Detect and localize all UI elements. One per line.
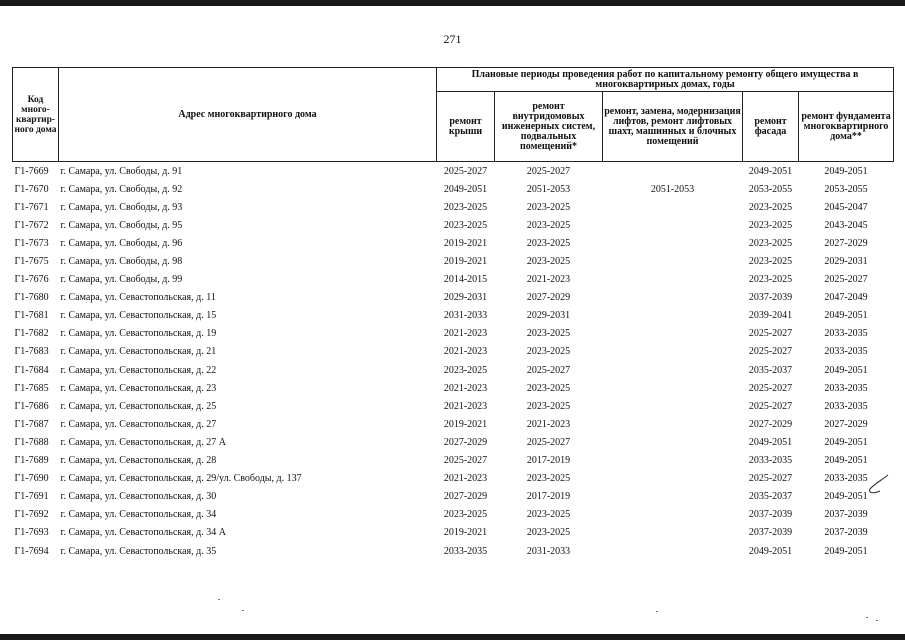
row-foundation: 2047-2049 <box>824 292 868 304</box>
table-row <box>13 325 894 343</box>
table-row <box>13 379 894 397</box>
row-address: г. Самара, ул. Свободы, д. 95 <box>60 219 183 231</box>
row-address: г. Самара, ул. Севастопольская, д. 35 <box>60 545 217 557</box>
row-roof: 2021-2023 <box>443 346 488 358</box>
table-row <box>13 397 894 415</box>
row-code: Г1-7686 <box>14 400 49 412</box>
row-foundation: 2033-2035 <box>824 473 868 485</box>
row-internal-systems: 2023-2025 <box>526 237 571 249</box>
row-roof: 2023-2025 <box>443 201 488 213</box>
row-facade: 2023-2025 <box>748 256 793 268</box>
row-roof: 2023-2025 <box>443 219 488 231</box>
header-elevators: ремонт, замена, модернизация лифтов, ремонт лифтовых шахт, машинных и блочных помещений <box>603 92 743 162</box>
row-roof: 2049-2051 <box>443 183 488 195</box>
row-internal-systems: 2017-2019 <box>526 491 571 503</box>
row-foundation: 2049-2051 <box>824 165 868 177</box>
row-elevators <box>603 506 743 524</box>
row-internal-systems: 2023-2025 <box>526 219 571 231</box>
row-roof: 2019-2021 <box>443 527 488 539</box>
row-foundation: 2027-2029 <box>824 237 868 249</box>
row-roof: 2025-2027 <box>443 455 488 467</box>
row-elevators <box>603 488 743 506</box>
page-number: 271 <box>443 32 462 46</box>
capital-repair-table <box>12 67 894 560</box>
row-address: г. Самара, ул. Севастопольская, д. 34 А <box>60 527 226 539</box>
row-facade: 2035-2037 <box>748 364 793 376</box>
row-elevators <box>603 252 743 270</box>
scan-top-edge <box>0 0 905 6</box>
row-code: Г1-7690 <box>14 473 49 485</box>
row-internal-systems: 2023-2025 <box>526 256 571 268</box>
header-foundation: ремонт фундамента многоквартирного дома** <box>799 92 894 162</box>
row-address: г. Самара, ул. Свободы, д. 93 <box>60 201 183 213</box>
row-elevators <box>603 452 743 470</box>
row-address: г. Самара, ул. Свободы, д. 98 <box>60 256 183 268</box>
row-internal-systems: 2051-2053 <box>526 183 571 195</box>
row-elevators <box>603 343 743 361</box>
row-elevators <box>603 198 743 216</box>
row-foundation: 2037-2039 <box>824 527 868 539</box>
row-internal-systems: 2017-2019 <box>526 455 571 467</box>
row-facade: 2049-2051 <box>748 436 793 448</box>
row-roof: 2014-2015 <box>443 274 488 286</box>
table-row <box>13 307 894 325</box>
row-internal-systems: 2025-2027 <box>526 436 571 448</box>
row-roof: 2021-2023 <box>443 473 488 485</box>
row-code: Г1-7689 <box>14 455 49 467</box>
row-code: Г1-7670 <box>14 183 49 195</box>
row-roof: 2031-2033 <box>443 310 488 322</box>
scan-speck <box>656 611 658 612</box>
table-row <box>13 252 894 270</box>
table-row <box>13 216 894 234</box>
row-roof: 2027-2029 <box>443 436 488 448</box>
row-roof: 2023-2025 <box>443 509 488 521</box>
row-code: Г1-7688 <box>14 436 49 448</box>
row-roof: 2021-2023 <box>443 400 488 412</box>
row-foundation: 2033-2035 <box>824 346 868 358</box>
row-facade: 2049-2051 <box>748 545 793 557</box>
row-code: Г1-7680 <box>14 292 49 304</box>
row-facade: 2035-2037 <box>748 491 793 503</box>
row-facade: 2025-2027 <box>748 382 793 394</box>
row-facade: 2053-2055 <box>748 183 793 195</box>
row-code: Г1-7682 <box>14 328 49 340</box>
scan-speck <box>866 617 868 618</box>
row-code: Г1-7685 <box>14 382 49 394</box>
row-facade: 2037-2039 <box>748 509 793 521</box>
header-internal-systems: ремонт внутридомовых инженерных систем, подвальных помещений* <box>495 92 603 162</box>
row-facade: 2039-2041 <box>748 310 793 322</box>
row-code: Г1-7672 <box>14 219 49 231</box>
row-address: г. Самара, ул. Свободы, д. 99 <box>60 274 183 286</box>
row-code: Г1-7673 <box>14 237 49 249</box>
row-facade: 2049-2051 <box>748 165 793 177</box>
table-row <box>13 433 894 451</box>
row-address: г. Самара, ул. Севастопольская, д. 30 <box>60 491 217 503</box>
row-facade: 2023-2025 <box>748 201 793 213</box>
row-facade: 2025-2027 <box>748 346 793 358</box>
row-foundation: 2025-2027 <box>824 274 868 286</box>
row-address: г. Самара, ул. Севастопольская, д. 28 <box>60 455 217 467</box>
row-elevators <box>603 524 743 542</box>
row-internal-systems: 2027-2029 <box>526 292 571 304</box>
row-elevators <box>603 379 743 397</box>
row-foundation: 2037-2039 <box>824 509 868 521</box>
row-address: г. Самара, ул. Севастопольская, д. 19 <box>60 328 217 340</box>
row-foundation: 2045-2047 <box>824 201 868 213</box>
row-elevators <box>603 433 743 451</box>
row-elevators <box>603 162 743 181</box>
row-code: Г1-7694 <box>14 545 49 557</box>
header-address: Адрес многоквартирного дома <box>59 68 437 162</box>
row-elevators <box>603 234 743 252</box>
row-code: Г1-7683 <box>14 346 49 358</box>
row-facade: 2033-2035 <box>748 455 793 467</box>
row-address: г. Самара, ул. Севастопольская, д. 27 <box>60 418 217 430</box>
row-roof: 2027-2029 <box>443 491 488 503</box>
row-address: г. Самара, ул. Севастопольская, д. 21 <box>60 346 217 358</box>
table-row <box>13 361 894 379</box>
row-facade: 2025-2027 <box>748 400 793 412</box>
table-row <box>13 289 894 307</box>
table-row <box>13 452 894 470</box>
row-internal-systems: 2029-2031 <box>526 310 571 322</box>
row-foundation: 2043-2045 <box>824 219 868 231</box>
table-row <box>13 162 894 181</box>
row-facade: 2023-2025 <box>748 274 793 286</box>
table-row <box>13 470 894 488</box>
row-foundation: 2049-2051 <box>824 455 868 467</box>
row-foundation: 2033-2035 <box>824 328 868 340</box>
row-address: г. Самара, ул. Севастопольская, д. 23 <box>60 382 217 394</box>
row-foundation: 2049-2051 <box>824 364 868 376</box>
row-code: Г1-7671 <box>14 201 49 213</box>
row-code: Г1-7691 <box>14 491 49 503</box>
row-elevators <box>603 307 743 325</box>
row-elevators <box>603 216 743 234</box>
row-internal-systems: 2023-2025 <box>526 346 571 358</box>
table-row <box>13 180 894 198</box>
row-internal-systems: 2023-2025 <box>526 382 571 394</box>
row-address: г. Самара, ул. Севастопольская, д. 22 <box>60 364 217 376</box>
row-elevators <box>603 415 743 433</box>
row-elevators <box>603 470 743 488</box>
table-row <box>13 506 894 524</box>
row-code: Г1-7687 <box>14 418 49 430</box>
table-row <box>13 198 894 216</box>
scan-speck <box>218 599 220 600</box>
table-row <box>13 343 894 361</box>
table-row <box>13 415 894 433</box>
row-internal-systems: 2023-2025 <box>526 527 571 539</box>
row-facade: 2025-2027 <box>748 328 793 340</box>
row-foundation: 2033-2035 <box>824 400 868 412</box>
row-code: Г1-7669 <box>14 165 49 177</box>
handwritten-check-mark <box>866 472 898 498</box>
row-internal-systems: 2025-2027 <box>526 364 571 376</box>
scan-bottom-edge <box>0 634 905 640</box>
row-code: Г1-7681 <box>14 310 49 322</box>
row-address: г. Самара, ул. Севастопольская, д. 25 <box>60 400 217 412</box>
row-internal-systems: 2025-2027 <box>526 165 571 177</box>
row-elevators <box>603 542 743 560</box>
row-address: г. Самара, ул. Свободы, д. 92 <box>60 183 183 195</box>
row-elevators: 2051-2053 <box>650 183 695 195</box>
row-elevators <box>603 289 743 307</box>
row-internal-systems: 2023-2025 <box>526 328 571 340</box>
row-address: г. Самара, ул. Севастопольская, д. 29/ул. Свободы, д. 137 <box>60 473 302 485</box>
scan-speck <box>876 620 878 621</box>
row-foundation: 2049-2051 <box>824 436 868 448</box>
row-roof: 2021-2023 <box>443 382 488 394</box>
header-facade: ремонт фасада <box>743 92 799 162</box>
row-foundation: 2053-2055 <box>824 183 868 195</box>
row-roof: 2021-2023 <box>443 328 488 340</box>
row-facade: 2037-2039 <box>748 527 793 539</box>
row-foundation: 2029-2031 <box>824 256 868 268</box>
row-internal-systems: 2031-2033 <box>526 545 571 557</box>
row-facade: 2023-2025 <box>748 219 793 231</box>
row-address: г. Самара, ул. Свободы, д. 91 <box>60 165 183 177</box>
table-row <box>13 488 894 506</box>
row-internal-systems: 2023-2025 <box>526 509 571 521</box>
scan-speck <box>242 610 244 611</box>
row-elevators <box>603 397 743 415</box>
row-facade: 2037-2039 <box>748 292 793 304</box>
row-foundation: 2049-2051 <box>824 491 868 503</box>
row-roof: 2025-2027 <box>443 165 488 177</box>
row-elevators <box>603 361 743 379</box>
header-code: Код много-квартир-ного дома <box>13 68 59 162</box>
row-internal-systems: 2021-2023 <box>526 274 571 286</box>
table-row <box>13 542 894 560</box>
row-internal-systems: 2023-2025 <box>526 400 571 412</box>
row-roof: 2029-2031 <box>443 292 488 304</box>
row-elevators <box>603 271 743 289</box>
row-address: г. Самара, ул. Севастопольская, д. 11 <box>60 292 216 304</box>
table-row <box>13 271 894 289</box>
row-roof: 2019-2021 <box>443 418 488 430</box>
row-facade: 2023-2025 <box>748 237 793 249</box>
row-address: г. Самара, ул. Свободы, д. 96 <box>60 237 183 249</box>
row-roof: 2023-2025 <box>443 364 488 376</box>
row-internal-systems: 2023-2025 <box>526 473 571 485</box>
row-facade: 2027-2029 <box>748 418 793 430</box>
row-address: г. Самара, ул. Севастопольская, д. 15 <box>60 310 217 322</box>
header-roof: ремонт крыши <box>437 92 495 162</box>
row-address: г. Самара, ул. Севастопольская, д. 34 <box>60 509 217 521</box>
table-row <box>13 524 894 542</box>
row-foundation: 2033-2035 <box>824 382 868 394</box>
row-address: г. Самара, ул. Севастопольская, д. 27 А <box>60 436 226 448</box>
row-roof: 2019-2021 <box>443 256 488 268</box>
row-elevators <box>603 325 743 343</box>
row-foundation: 2049-2051 <box>824 310 868 322</box>
row-code: Г1-7675 <box>14 256 49 268</box>
row-facade: 2025-2027 <box>748 473 793 485</box>
row-code: Г1-7676 <box>14 274 49 286</box>
row-foundation: 2027-2029 <box>824 418 868 430</box>
row-code: Г1-7692 <box>14 509 49 521</box>
row-internal-systems: 2021-2023 <box>526 418 571 430</box>
header-periods-group: Плановые периоды проведения работ по капитальному ремонту общего имущества в многоквартирных домах, годы <box>437 68 894 92</box>
row-roof: 2033-2035 <box>443 545 488 557</box>
row-code: Г1-7693 <box>14 527 49 539</box>
row-roof: 2019-2021 <box>443 237 488 249</box>
row-code: Г1-7684 <box>14 364 49 376</box>
row-internal-systems: 2023-2025 <box>526 201 571 213</box>
table-row <box>13 234 894 252</box>
row-foundation: 2049-2051 <box>824 545 868 557</box>
